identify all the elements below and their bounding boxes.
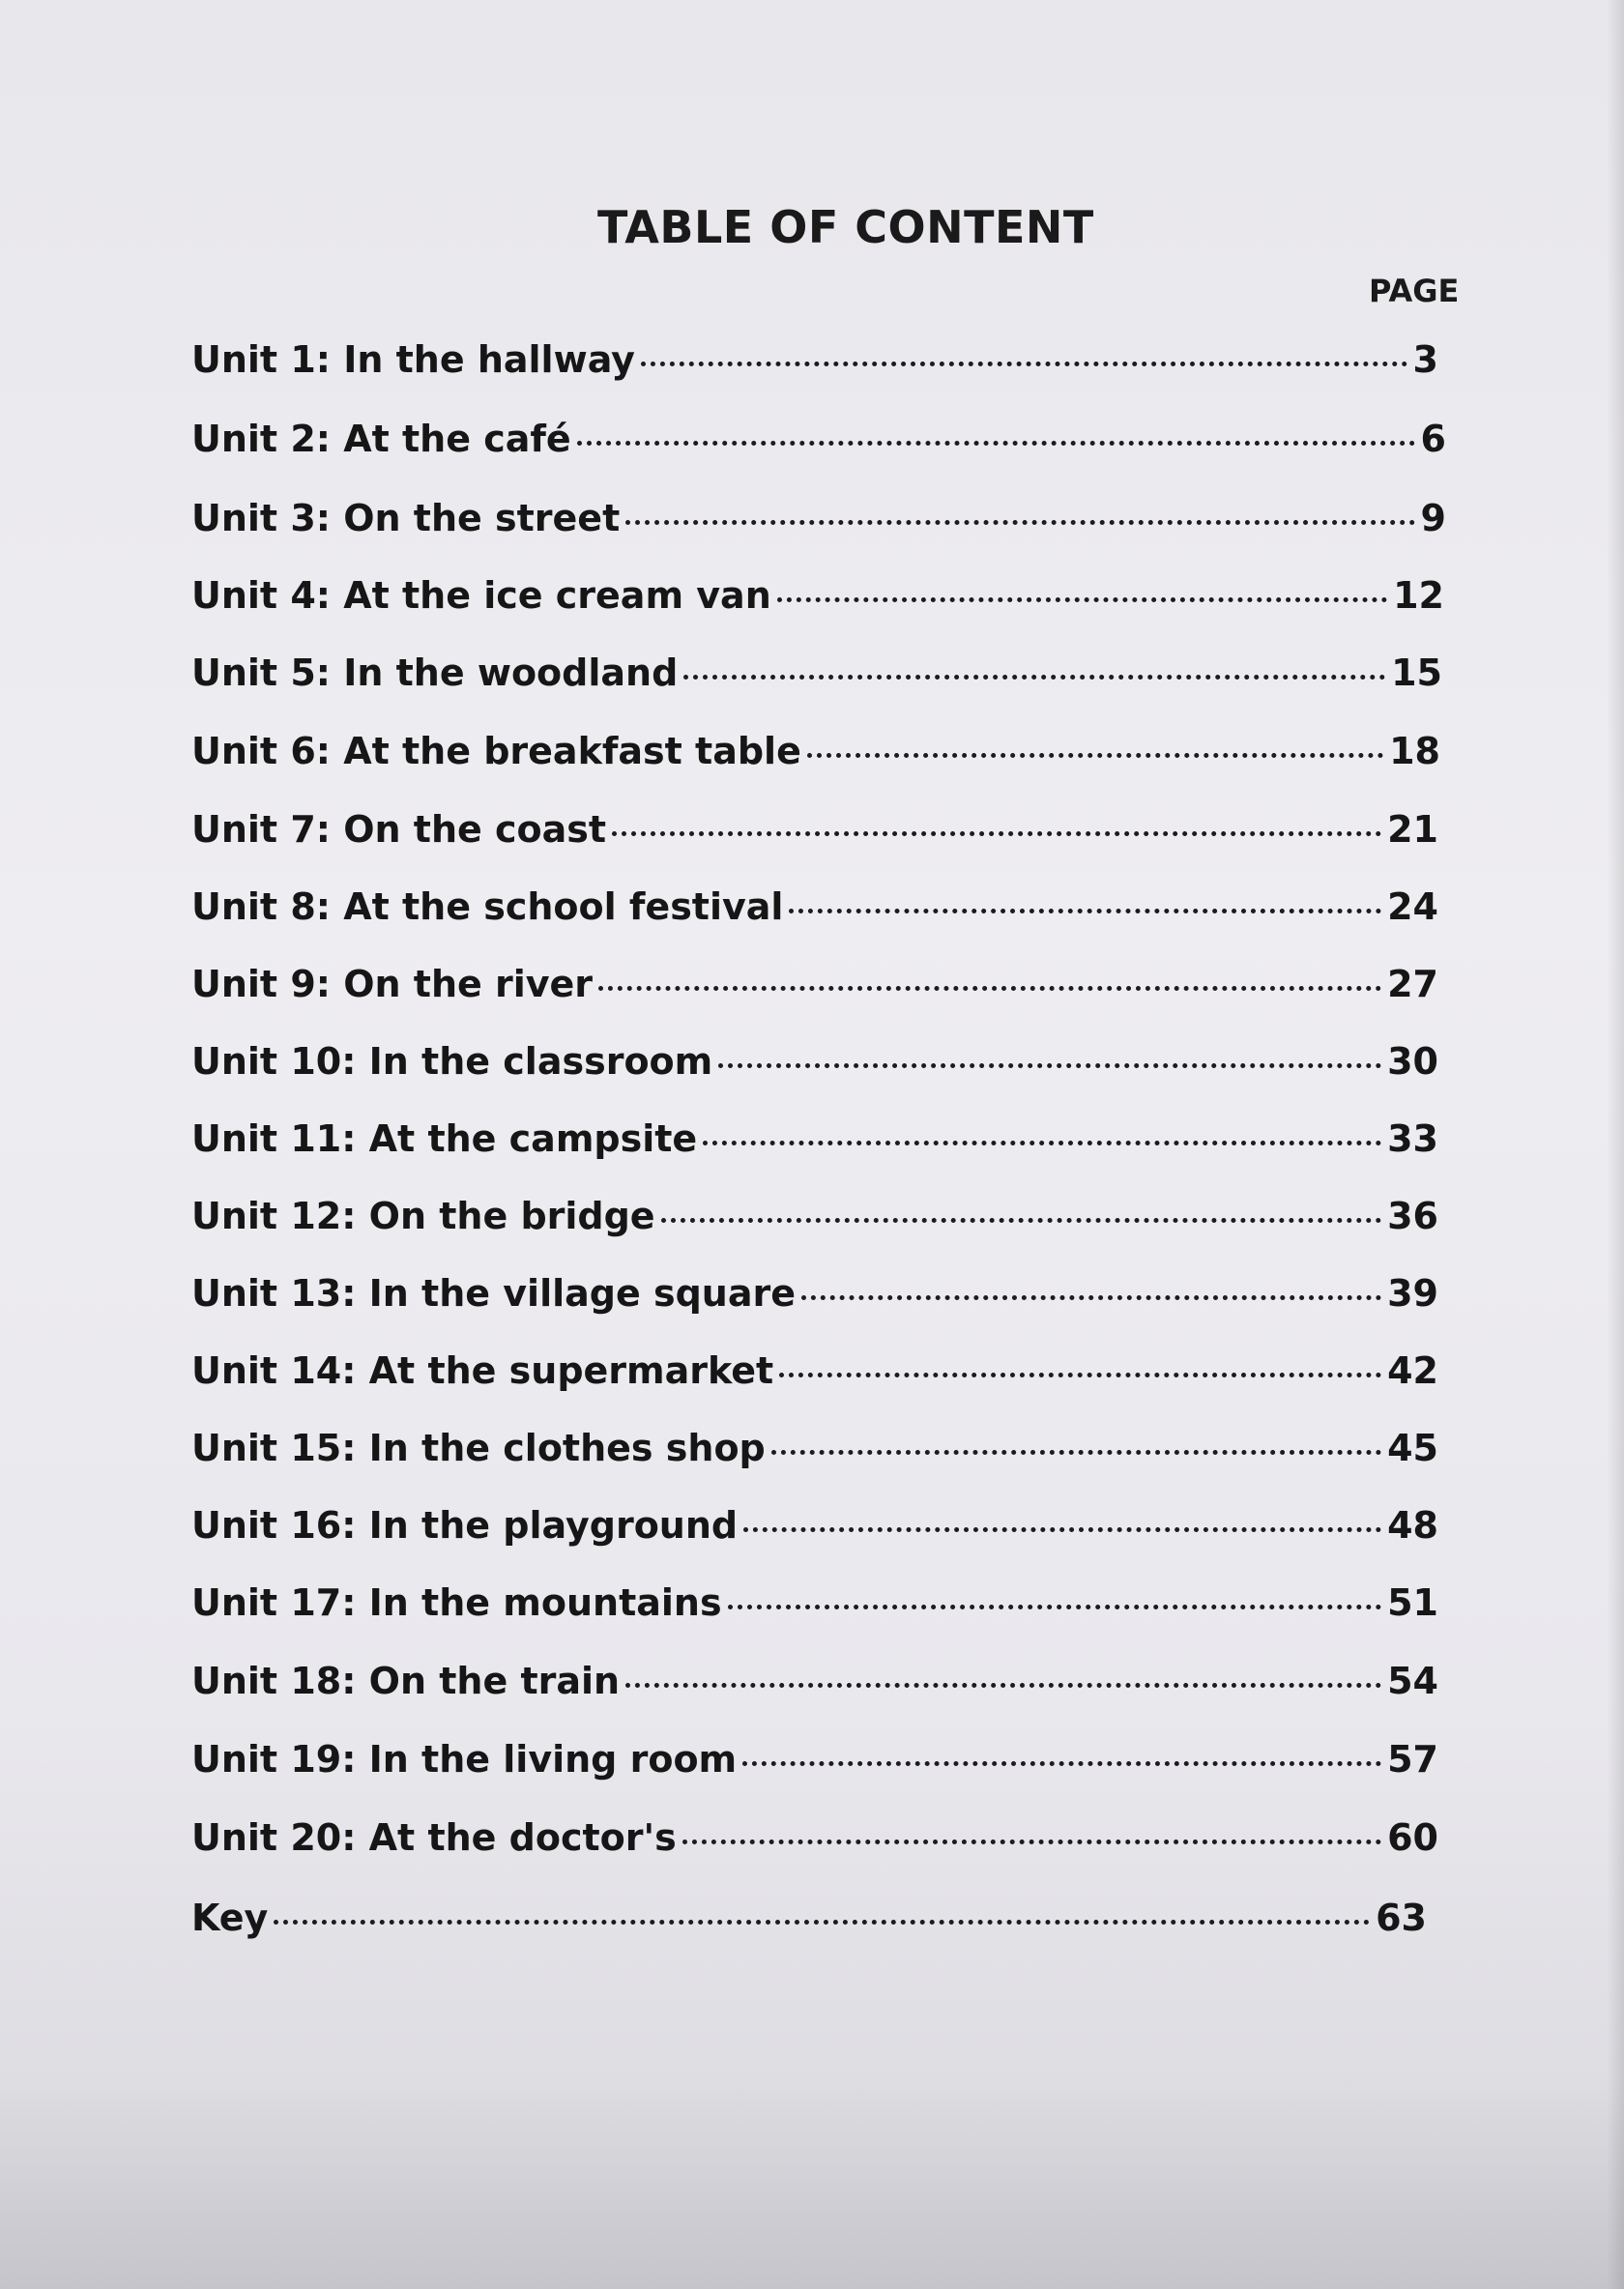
dot-leader: [625, 520, 1414, 525]
toc-entry-page: 9: [1420, 497, 1446, 539]
toc-entry-page: 63: [1376, 1897, 1427, 1939]
toc-entry-label: Unit 20: At the doctor's: [191, 1816, 677, 1859]
dot-leader: [641, 362, 1407, 366]
toc-entry-page: 33: [1387, 1117, 1438, 1160]
toc-entry-page: 39: [1387, 1272, 1438, 1315]
dot-leader: [777, 597, 1387, 602]
toc-entry-label: Unit 13: In the village square: [191, 1272, 796, 1315]
dot-leader: [807, 753, 1383, 758]
toc-entry-page: 54: [1387, 1660, 1438, 1702]
toc-entry-page: 12: [1393, 574, 1444, 617]
dot-leader: [743, 1527, 1381, 1532]
dot-leader: [742, 1761, 1381, 1766]
toc-entry-label: Unit 10: In the classroom: [191, 1040, 713, 1083]
dot-leader: [789, 909, 1381, 913]
toc-entry-label: Unit 14: At the supermarket: [191, 1349, 774, 1392]
dot-leader: [625, 1683, 1381, 1688]
toc-entry-page: 51: [1387, 1581, 1438, 1624]
toc-entry-unit-2[interactable]: [191, 418, 1446, 466]
toc-entry-unit-4[interactable]: [191, 574, 1444, 623]
dot-leader: [612, 831, 1381, 836]
toc-entry-label: Unit 15: In the clothes shop: [191, 1427, 766, 1469]
toc-entry-page: 42: [1387, 1349, 1438, 1392]
toc-entry-unit-18[interactable]: [191, 1660, 1438, 1708]
toc-entry-label: Unit 4: At the ice cream van: [191, 574, 771, 617]
toc-entry-unit-3[interactable]: [191, 497, 1446, 545]
dot-leader: [728, 1605, 1382, 1609]
toc-entry-label: Unit 7: On the coast: [191, 808, 607, 851]
toc-entry-unit-1[interactable]: [191, 338, 1438, 387]
dot-leader: [718, 1063, 1381, 1068]
toc-entry-label: Unit 8: At the school festival: [191, 885, 784, 928]
dot-leader: [598, 986, 1381, 991]
page-edge-shadow: [1607, 0, 1624, 2289]
toc-entry-label: Key: [191, 1897, 269, 1939]
toc-entry-page: 21: [1387, 808, 1438, 851]
dot-leader: [771, 1450, 1381, 1455]
page-title: TABLE OF CONTENT: [597, 201, 1094, 253]
toc-entry-page: 3: [1412, 338, 1438, 381]
toc-entry-label: Unit 1: In the hallway: [191, 338, 635, 381]
page-column-label: PAGE: [1369, 273, 1460, 309]
page-bottom-shadow: [0, 2076, 1624, 2289]
toc-entry-page: 27: [1387, 963, 1438, 1005]
toc-entry-page: 48: [1387, 1504, 1438, 1547]
toc-entry-page: 15: [1391, 652, 1442, 694]
dot-leader: [577, 441, 1415, 446]
toc-entry-unit-16[interactable]: [191, 1504, 1438, 1552]
toc-entry-label: Unit 5: In the woodland: [191, 652, 679, 694]
toc-entry-unit-9[interactable]: [191, 963, 1438, 1011]
toc-entry-unit-20[interactable]: [191, 1816, 1438, 1865]
toc-entry-unit-14[interactable]: [191, 1349, 1438, 1398]
toc-entry-label: Unit 12: On the bridge: [191, 1195, 655, 1237]
toc-entry-unit-5[interactable]: [191, 652, 1442, 700]
toc-entry-page: 57: [1387, 1738, 1438, 1781]
dot-leader: [801, 1295, 1381, 1300]
toc-entry-unit-12[interactable]: [191, 1195, 1438, 1243]
toc-entry-unit-17[interactable]: [191, 1581, 1438, 1630]
dot-leader: [779, 1373, 1381, 1377]
toc-entry-label: Unit 17: In the mountains: [191, 1581, 722, 1624]
toc-entry-unit-15[interactable]: [191, 1427, 1438, 1475]
toc-entry-label: Unit 6: At the breakfast table: [191, 730, 801, 772]
toc-entry-page: 60: [1387, 1816, 1438, 1859]
toc-entry-label: Unit 3: On the street: [191, 497, 621, 539]
dot-leader: [683, 675, 1385, 680]
toc-entry-unit-7[interactable]: [191, 808, 1438, 856]
toc-entry-label: Unit 18: On the train: [191, 1660, 621, 1702]
dot-leader: [703, 1141, 1381, 1145]
toc-entry-unit-8[interactable]: [191, 885, 1438, 934]
toc-entry-label: Unit 16: In the playground: [191, 1504, 739, 1547]
toc-entry-page: 6: [1420, 418, 1446, 460]
toc-entry-unit-6[interactable]: [191, 730, 1440, 778]
toc-entry-page: 30: [1387, 1040, 1438, 1083]
toc-entry-unit-10[interactable]: [191, 1040, 1438, 1088]
toc-entry-label: Unit 9: On the river: [191, 963, 594, 1005]
toc-entry-unit-11[interactable]: [191, 1117, 1438, 1166]
toc-entry-page: 45: [1387, 1427, 1438, 1469]
dot-leader: [274, 1920, 1370, 1925]
toc-entry-key[interactable]: [191, 1897, 1427, 1945]
dot-leader: [682, 1840, 1381, 1844]
toc-entry-label: Unit 2: At the café: [191, 418, 571, 460]
toc-entry-unit-13[interactable]: [191, 1272, 1438, 1320]
toc-entry-page: 36: [1387, 1195, 1438, 1237]
toc-entry-label: Unit 11: At the campsite: [191, 1117, 698, 1160]
toc-entry-label: Unit 19: In the living room: [191, 1738, 738, 1781]
dot-leader: [661, 1218, 1382, 1223]
toc-entry-page: 18: [1389, 730, 1440, 772]
toc-entry-unit-19[interactable]: [191, 1738, 1438, 1786]
toc-entry-page: 24: [1387, 885, 1438, 928]
